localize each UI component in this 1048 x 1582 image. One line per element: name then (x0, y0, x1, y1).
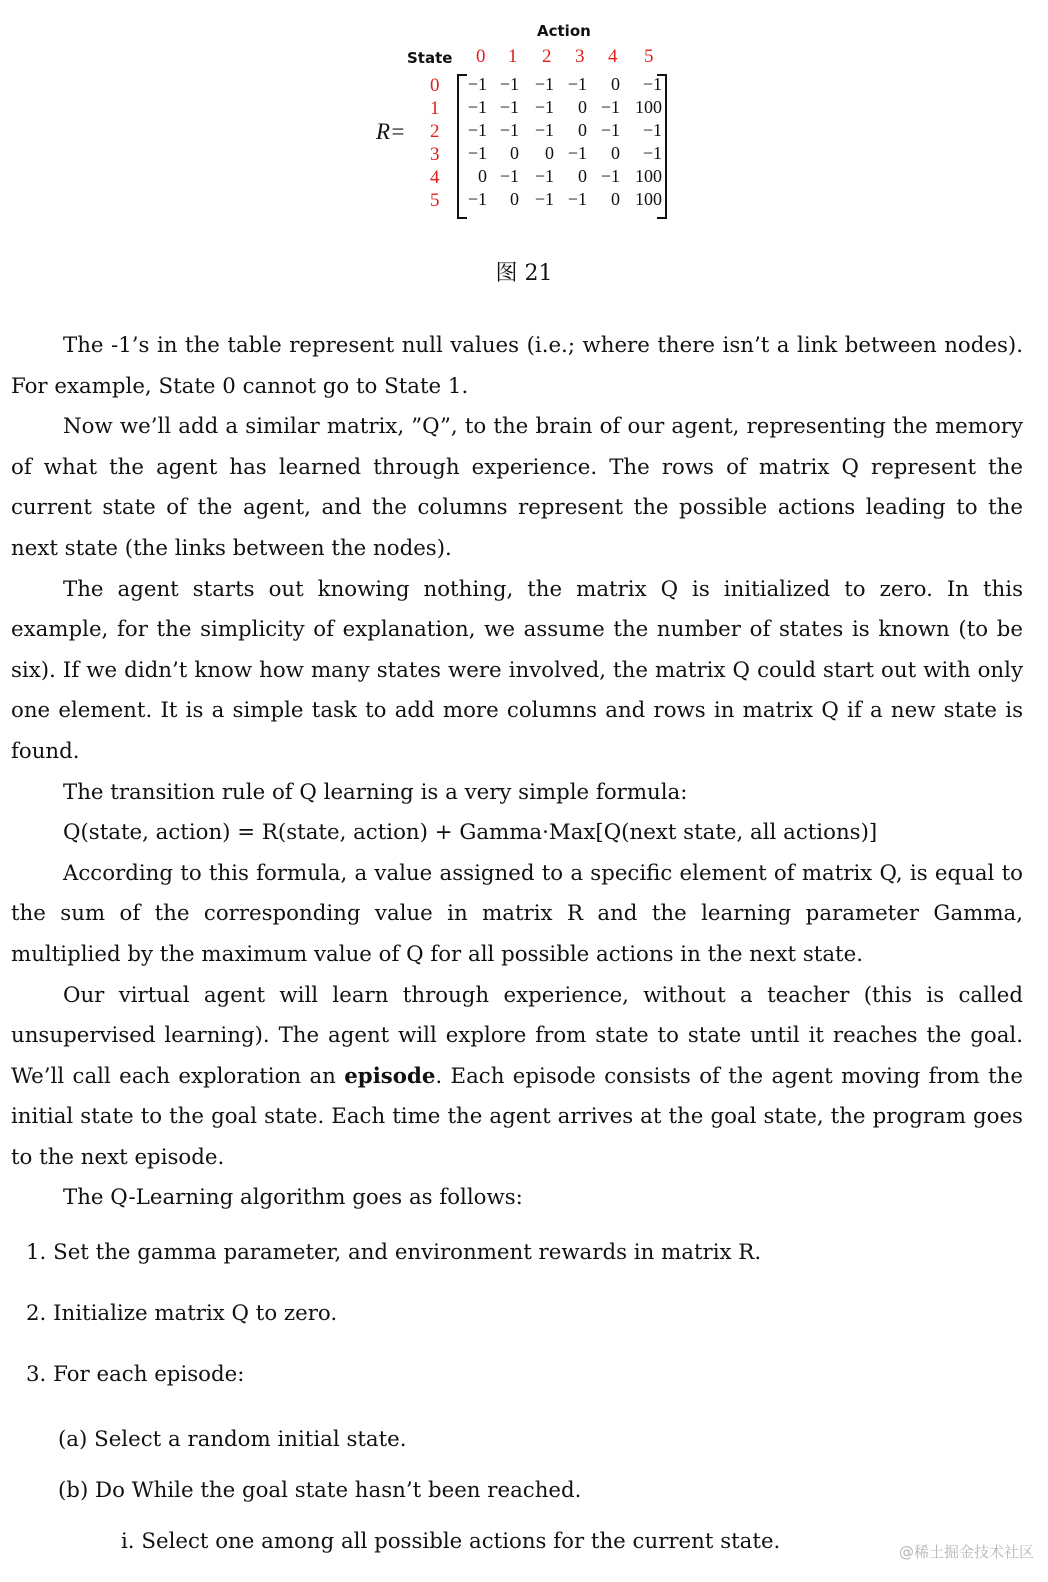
action-axis-label: Action (537, 22, 591, 40)
matrix-cell: −1 (534, 166, 554, 186)
episode-term: episode (344, 1063, 436, 1089)
body-text (11, 326, 1023, 1219)
matrix-cell: −1 (642, 74, 662, 94)
matrix-cell: −1 (600, 166, 620, 186)
col-header: 4 (608, 46, 618, 67)
matrix-cell: 0 (578, 120, 587, 140)
state-axis-label: State (407, 49, 453, 67)
list-item: 3. For each episode: (26, 1362, 245, 1387)
list-item: 2. Initialize matrix Q to zero. (26, 1301, 338, 1326)
matrix-cell: −1 (499, 166, 519, 186)
col-header: 0 (476, 46, 486, 67)
list-item: 1. Set the gamma parameter, and environment rewards in matrix R. (26, 1240, 762, 1265)
formula: Q(state, action) = R(state, action) + Gamma·Max[Q(next state, all actions)] (63, 820, 878, 846)
row-header: 3 (430, 144, 440, 165)
matrix-cell: −1 (642, 120, 662, 140)
col-header: 5 (644, 46, 654, 67)
matrix-cell: −1 (567, 189, 587, 209)
figure-21 (0, 0, 1048, 300)
matrix-cell: 0 (578, 166, 587, 186)
row-header: 1 (430, 98, 440, 119)
paragraph: Our virtual agent will learn through experience, without a teacher (this is called unsupervised learning). The agent will explore from state to state until it reaches the goal. We’ll call each exploration an episode. Each episode consists of the agent moving from the initial state to the goal state. Each time the agent arrives at the goal state, the program goes to the next episode. (11, 982, 1023, 1170)
paragraph: Now we’ll add a similar matrix, ”Q”, to the brain of our agent, representing the memory of what the agent has learned through experience. The rows of matrix Q represent the current state of the agent, and the columns represent the possible actions leading to the next state (the links between the nodes). (11, 414, 1023, 561)
col-header: 2 (542, 46, 552, 67)
matrix-cell: −1 (600, 120, 620, 140)
matrix-cell: 0 (545, 143, 554, 163)
list-item: (b) Do While the goal state hasn’t been reached. (58, 1478, 582, 1503)
matrix-cell: −1 (499, 97, 519, 117)
matrix-label: R= (376, 119, 406, 144)
col-header: 3 (575, 46, 585, 67)
figure-caption: 图 21 (495, 261, 553, 286)
matrix-cell: 100 (635, 189, 662, 209)
matrix-cell: 0 (478, 166, 487, 186)
list-item: (a) Select a random initial state. (58, 1427, 407, 1452)
row-header: 4 (430, 167, 440, 188)
row-header: 0 (430, 75, 440, 96)
matrix-cell: −1 (534, 120, 554, 140)
matrix-cell: −1 (467, 120, 487, 140)
matrix-cell: 0 (510, 143, 519, 163)
matrix-cell: −1 (534, 189, 554, 209)
matrix-cell: −1 (534, 74, 554, 94)
matrix-cell: −1 (467, 97, 487, 117)
matrix-cell: 0 (510, 189, 519, 209)
matrix-cell: 0 (611, 74, 620, 94)
row-header: 5 (430, 190, 440, 211)
watermark: @稀土掘金技术社区 (898, 1543, 1034, 1561)
row-header: 2 (430, 121, 440, 142)
matrix-cell: −1 (567, 143, 587, 163)
paragraph: The Q-Learning algorithm goes as follows: (63, 1185, 523, 1211)
list-item: i. Select one among all possible actions for the current state. (121, 1529, 781, 1554)
matrix-cell: −1 (467, 189, 487, 209)
matrix-cell: −1 (499, 120, 519, 140)
matrix-cell: 0 (578, 97, 587, 117)
col-header: 1 (508, 46, 518, 67)
matrix-cell: −1 (567, 74, 587, 94)
matrix-cell: −1 (467, 143, 487, 163)
matrix-cell: −1 (642, 143, 662, 163)
matrix-cell: 100 (635, 97, 662, 117)
matrix-cell: −1 (499, 74, 519, 94)
matrix-cell: 0 (611, 143, 620, 163)
paragraph: The transition rule of Q learning is a very simple formula: (63, 779, 688, 805)
matrix-cell: −1 (600, 97, 620, 117)
paragraph: The agent starts out knowing nothing, the matrix Q is initialized to zero. In this example, for the simplicity of explanation, we assume the number of states is known (to be six). If we didn’t know how many states were involved, the matrix Q could start out with only one element. It is a simple task to add more columns and rows in matrix Q if a new state is found. (11, 576, 1023, 764)
matrix-cell: 100 (635, 166, 662, 186)
matrix-cell: −1 (467, 74, 487, 94)
matrix-cell: −1 (534, 97, 554, 117)
matrix-cell: 0 (611, 189, 620, 209)
paragraph: The -1’s in the table represent null values (i.e.; where there isn’t a link between nodes). For example, State 0 cannot go to State 1. (11, 333, 1023, 399)
paragraph: According to this formula, a value assigned to a specific element of matrix Q, is equal to the sum of the corresponding value in matrix R and the learning parameter Gamma, multiplied by the maximum value of Q for all possible actions in the next state. (11, 860, 1023, 967)
